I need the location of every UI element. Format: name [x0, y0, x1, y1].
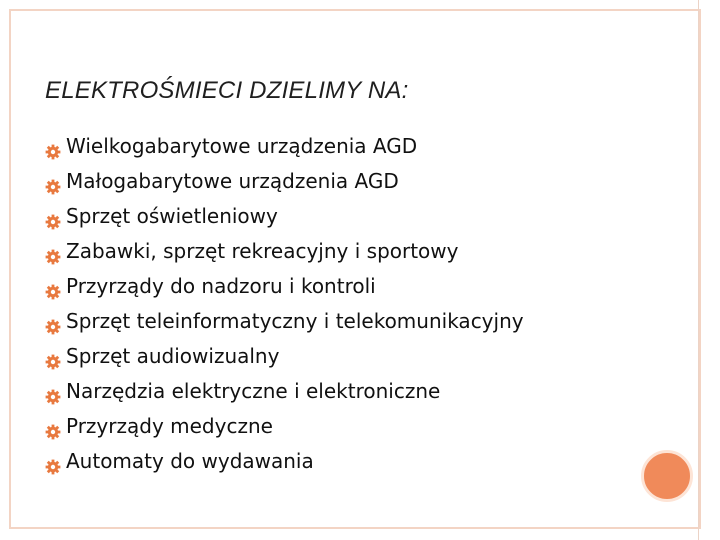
gear-icon	[45, 351, 61, 367]
list-item	[45, 446, 524, 481]
slide-frame-bottom	[9, 527, 701, 529]
list-item	[45, 236, 524, 271]
gear-icon	[45, 456, 61, 472]
list-item	[45, 131, 524, 166]
gear-icon	[45, 421, 61, 437]
list-item	[45, 376, 524, 411]
list-item-text: Przyrządy medyczne	[66, 413, 273, 438]
gear-icon	[45, 316, 61, 332]
list-item-text: Wielkogabarytowe urządzenia AGD	[66, 133, 418, 158]
bullet-list	[45, 131, 524, 481]
slide-title: ELEKTROŚMIECI DZIELIMY NA:	[45, 77, 409, 104]
list-item-text: Narzędzia elektryczne i elektroniczne	[66, 378, 441, 403]
list-item-text: Zabawki, sprzęt rekreacyjny i sportowy	[66, 238, 459, 263]
list-item	[45, 201, 524, 236]
gear-icon	[45, 386, 61, 402]
list-item-text: Sprzęt teleinformatyczny i telekomunikacyjny	[66, 308, 524, 333]
list-item-text: Sprzęt audiowizualny	[66, 343, 280, 368]
gear-icon	[45, 211, 61, 227]
decorative-circle	[641, 450, 693, 502]
list-item-text: Przyrządy do nadzoru i kontroli	[66, 273, 376, 298]
list-item	[45, 341, 524, 376]
right-divider	[698, 0, 699, 540]
gear-icon	[45, 176, 61, 192]
list-item	[45, 306, 524, 341]
gear-icon	[45, 141, 61, 157]
gear-icon	[45, 246, 61, 262]
list-item	[45, 271, 524, 306]
list-item	[45, 411, 524, 446]
list-item	[45, 166, 524, 201]
list-item-text: Małogabarytowe urządzenia AGD	[66, 168, 399, 193]
gear-icon	[45, 281, 61, 297]
list-item-text: Sprzęt oświetleniowy	[66, 203, 278, 228]
list-item-text: Automaty do wydawania	[66, 448, 314, 473]
